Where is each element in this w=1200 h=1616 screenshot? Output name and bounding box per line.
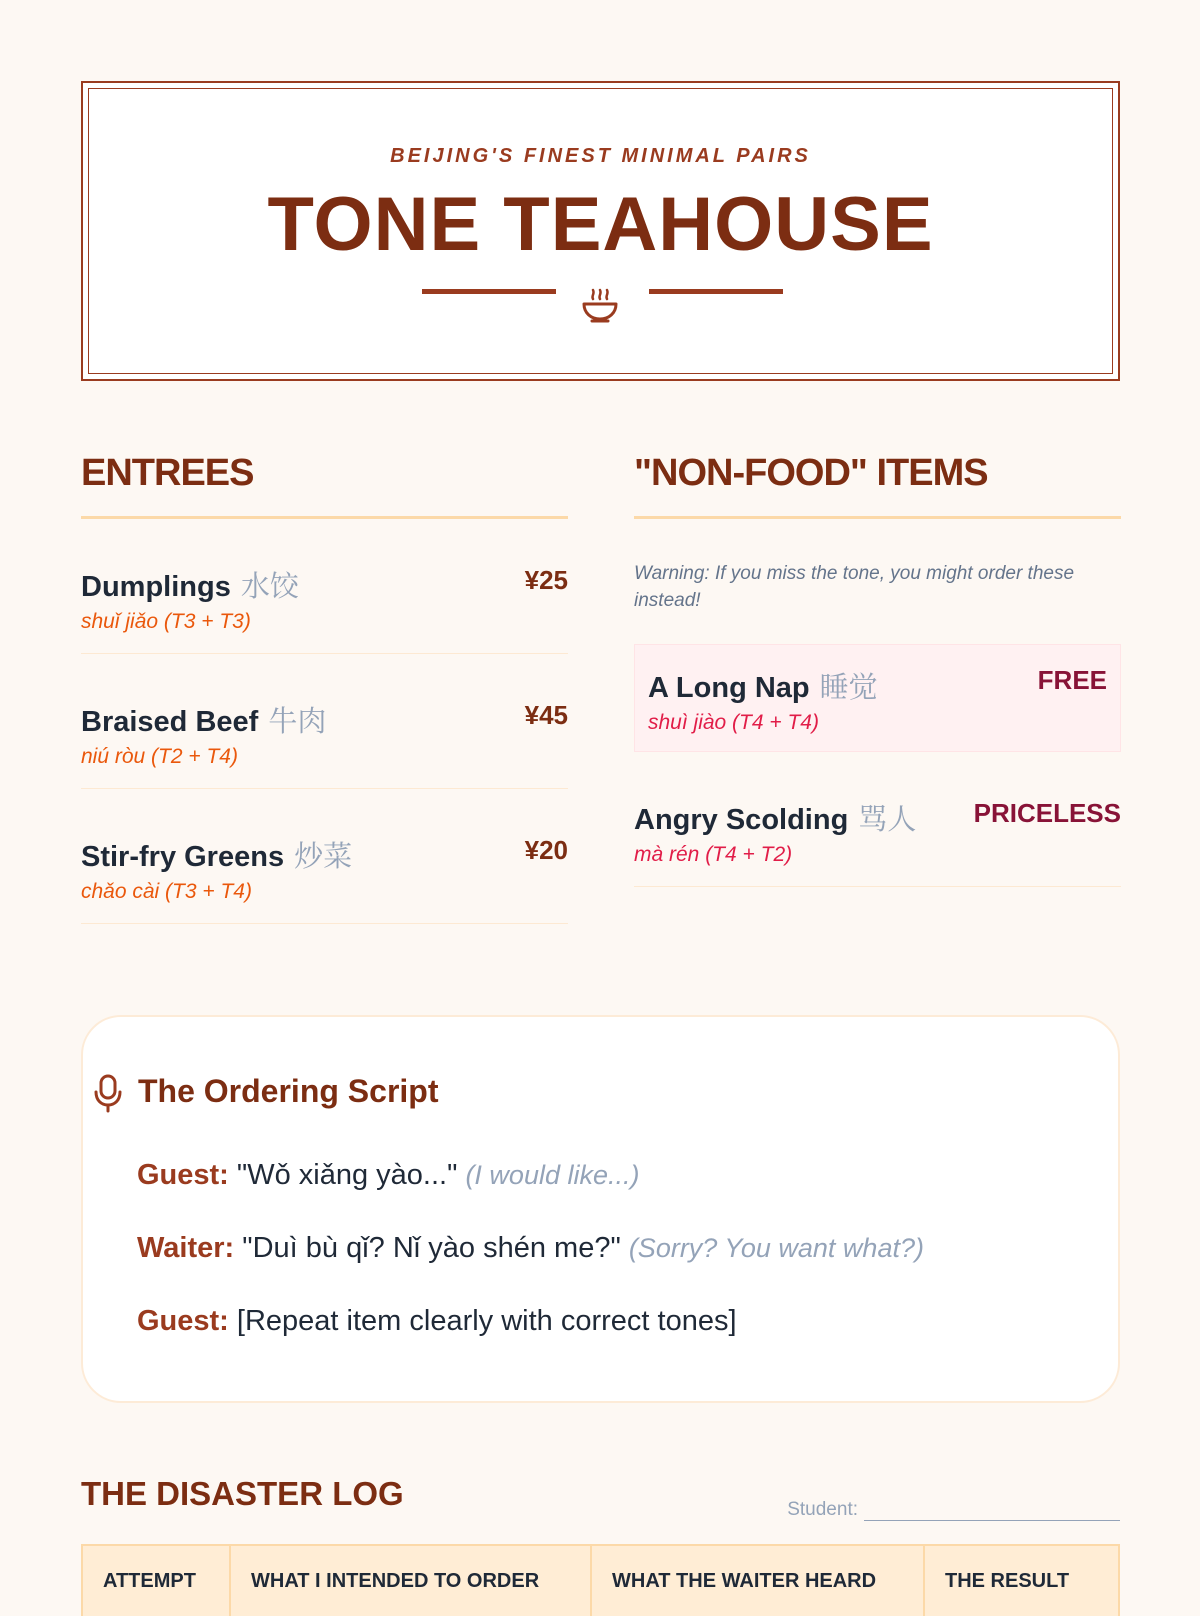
item-name: Braised Beef (81, 706, 259, 738)
item-name: Angry Scolding (634, 804, 849, 836)
tagline: BEIJING'S FINEST MINIMAL PAIRS (390, 145, 811, 167)
non-food-item-highlighted (634, 644, 1121, 752)
disaster-log-title: THE DISASTER LOG (81, 1475, 404, 1512)
steaming-bowl-icon (580, 285, 620, 325)
dialogue: "Wǒ xiǎng yào..." (236, 1159, 458, 1191)
speaker: Guest: (137, 1305, 229, 1337)
microphone-icon (91, 1073, 125, 1113)
item-pinyin: shuì jiào (T4 + T4) (648, 711, 819, 734)
title-rule-right (649, 289, 783, 294)
dialogue: "Duì bù qǐ? Nǐ yào shén me?" (242, 1232, 621, 1264)
non-food-column (634, 453, 1121, 887)
entrees-heading: ENTREES (81, 453, 568, 519)
item-name-wrap (81, 834, 352, 875)
item-name: Stir-fry Greens (81, 841, 285, 873)
item-name-wrap (81, 564, 299, 605)
item-chinese: 睡觉 (819, 672, 878, 704)
menu-item (81, 654, 568, 789)
script-line (137, 1159, 640, 1192)
item-name-wrap (81, 699, 326, 740)
disaster-log-table (81, 1544, 1120, 1616)
student-field[interactable] (787, 1499, 1120, 1521)
non-food-item (634, 752, 1121, 887)
ordering-script-card (81, 1015, 1120, 1403)
student-label: Student: (787, 1499, 858, 1520)
item-price: ¥25 (524, 565, 568, 595)
page-title: TONE TEAHOUSE (267, 182, 934, 267)
column-header: WHAT THE WAITER HEARD (591, 1545, 924, 1616)
item-pinyin: niú ròu (T2 + T4) (81, 745, 238, 768)
item-price: PRICELESS (973, 798, 1121, 828)
table-header-row (82, 1545, 1119, 1616)
item-pinyin: shuǐ jiǎo (T3 + T3) (81, 610, 251, 633)
menu-item (81, 789, 568, 924)
item-chinese: 水饺 (240, 571, 299, 603)
item-pinyin: mà rén (T4 + T2) (634, 843, 793, 866)
warning-note: Warning: If you miss the tone, you might order these instead! (634, 563, 1075, 611)
menu-page (81, 81, 1121, 1592)
dialogue: [Repeat item clearly with correct tones] (236, 1305, 737, 1337)
column-header: ATTEMPT (82, 1545, 230, 1616)
item-pinyin: chǎo cài (T3 + T4) (81, 880, 252, 903)
item-price: ¥45 (524, 700, 568, 730)
translation: (Sorry? You want what?) (628, 1233, 924, 1263)
item-name: Dumplings (81, 571, 231, 603)
item-price: FREE (1037, 665, 1107, 695)
translation: (I would like...) (465, 1160, 640, 1190)
script-line (137, 1232, 924, 1265)
item-chinese: 牛肉 (268, 706, 327, 738)
script-title-wrap (138, 1073, 438, 1110)
speaker: Waiter: (137, 1232, 235, 1264)
column-header: WHAT I INTENDED TO ORDER (230, 1545, 591, 1616)
title-rule-left (422, 289, 556, 294)
item-price: ¥20 (524, 835, 568, 865)
item-chinese: 骂人 (858, 804, 917, 836)
item-chinese: 炒菜 (294, 841, 353, 873)
non-food-heading: "NON-FOOD" ITEMS (634, 453, 1121, 519)
menu-header (81, 81, 1120, 381)
column-header: THE RESULT (924, 1545, 1119, 1616)
speaker: Guest: (137, 1159, 229, 1191)
script-line (137, 1305, 737, 1338)
item-name-wrap (634, 797, 916, 838)
entrees-column (81, 453, 568, 924)
student-name-blank[interactable] (864, 1502, 1120, 1521)
item-name-wrap (648, 665, 878, 706)
menu-item (81, 519, 568, 654)
item-name: A Long Nap (648, 672, 810, 704)
script-title: The Ordering Script (138, 1073, 439, 1109)
